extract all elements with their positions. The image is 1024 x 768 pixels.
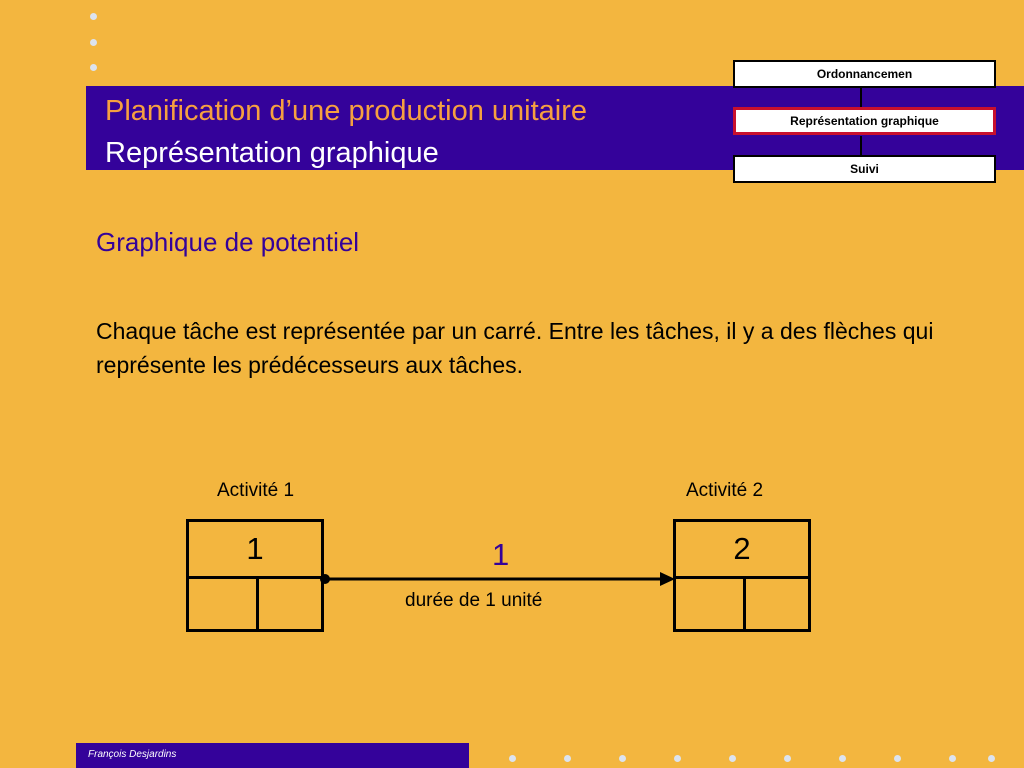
section-heading: Graphique de potentiel — [96, 227, 360, 257]
arc-caption: durée de 1 unité — [405, 590, 543, 611]
decor-dot — [894, 755, 901, 762]
decor-dot — [674, 755, 681, 762]
activity1-label: Activité 1 — [217, 480, 295, 501]
footer-author: François Desjardins — [88, 749, 177, 760]
decor-dot — [729, 755, 736, 762]
page-subtitle: Représentation graphique — [105, 137, 439, 169]
nav-item-ordonnancement[interactable]: Ordonnancemen — [733, 60, 996, 88]
decor-dot — [949, 755, 956, 762]
arrow-head — [660, 572, 675, 586]
page-title: Planification d’une production unitaire — [105, 95, 588, 127]
decor-dot — [784, 755, 791, 762]
decor-dot — [988, 755, 995, 762]
body-paragraph: Chaque tâche est représentée par un carré. Entre les tâches, il y a des flèches qui représente les prédécesseurs aux tâches. — [96, 318, 934, 378]
activity2-label: Activité 2 — [686, 480, 764, 501]
nav-item-suivi[interactable]: Suivi — [733, 155, 996, 183]
activity1-number: 1 — [189, 522, 321, 579]
arrow-start-dot — [320, 574, 330, 584]
activity2-number: 2 — [676, 522, 808, 579]
decor-dot — [619, 755, 626, 762]
nav-item-representation-graphique[interactable]: Représentation graphique — [733, 107, 996, 135]
decor-dot — [564, 755, 571, 762]
decor-dot — [839, 755, 846, 762]
decor-dot — [509, 755, 516, 762]
arc-value: 1 — [492, 537, 510, 572]
